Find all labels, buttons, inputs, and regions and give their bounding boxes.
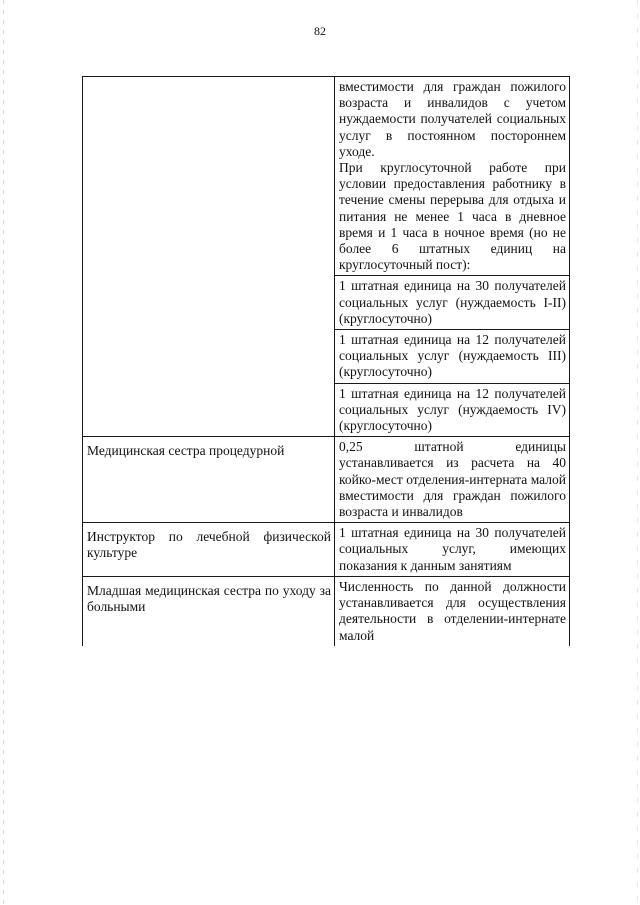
norm-text: При круглосуточной работе при условии предоставления работнику в течение смены перерыва для отдыха и питания не менее 1 часа в дневное время и 1 часа в ночное время (но не более 6 штатных единиц на круглосуточный пост):: [339, 160, 566, 273]
norm-text: вместимости для граждан пожилого возраста и инвалидов с учетом нуждаемости получателей социальных услуг в постоянном постороннем уходе.: [339, 79, 566, 159]
scan-margin-left: [3, 0, 4, 905]
norm-text: 1 штатная единица на 30 получателей социальных услуг (нуждаемость I-II) (круглосуточно): [339, 278, 566, 326]
table-row: [83, 437, 570, 523]
staffing-table: [82, 76, 570, 646]
norm-cell: [335, 330, 570, 384]
norm-text: 1 штатная единица на 12 получателей социальных услуг (нуждаемость IV) (круглосуточно): [339, 385, 566, 434]
position-cell: Медицинская сестра процедурной: [83, 437, 335, 523]
norm-text: 1 штатная единица на 12 получателей социальных услуг (нуждаемость III) (круглосуточно): [339, 332, 566, 380]
norm-cell: [335, 383, 570, 437]
page-number: 82: [314, 24, 326, 38]
position-cell: Младшая медицинская сестра по уходу за больными: [83, 576, 335, 645]
norm-text: 0,25 штатной единицы устанавливается из расчета на 40 койко-мест отделения-интерната малой вместимости для граждан пожилого возраста и инвалидов: [339, 439, 566, 520]
norm-cell: [335, 276, 570, 330]
table-row: [83, 523, 570, 577]
position-cell: Инструктор по лечебной физической культуре: [83, 523, 335, 577]
norm-cell: [335, 523, 570, 577]
table-row: [83, 576, 570, 645]
norm-cell: [335, 576, 570, 645]
table-row: [83, 77, 570, 276]
scan-margin-right: [637, 0, 638, 905]
norm-cell: [335, 437, 570, 523]
norm-cell: [335, 77, 570, 276]
norm-text: 1 штатная единица на 30 получателей социальных услуг, имеющих показания к данным занятиям: [339, 525, 566, 573]
norm-text: Численность по данной должности устанавливается для осуществления деятельности в отделении-интернате малой: [339, 578, 566, 643]
position-cell-empty: [83, 77, 335, 437]
